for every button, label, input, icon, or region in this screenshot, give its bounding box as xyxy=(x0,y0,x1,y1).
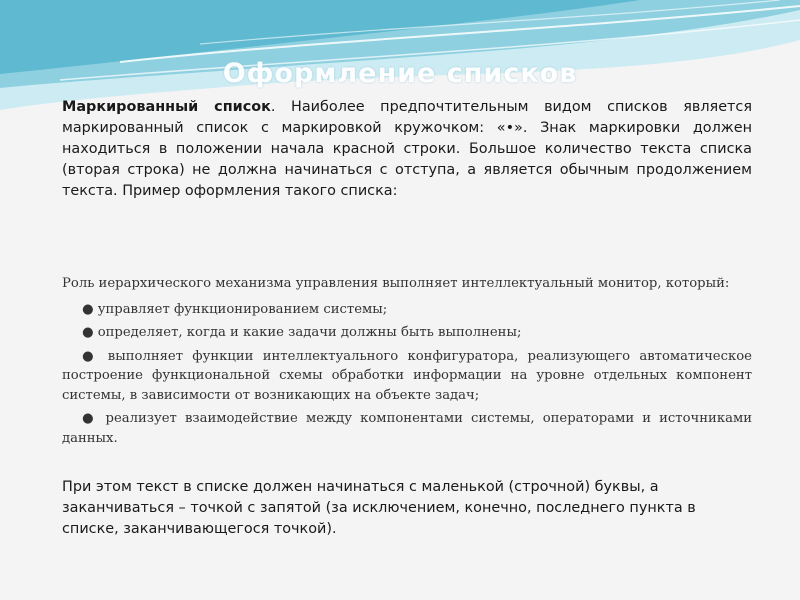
intro-term: Маркированный список xyxy=(62,99,271,115)
intro-paragraph xyxy=(62,97,752,202)
slide-title: Оформление списков xyxy=(222,58,578,89)
example-block xyxy=(62,274,752,452)
example-lead: Роль иерархического механизма управления выполняет интеллектуальный монитор, который: xyxy=(62,276,730,291)
header-wave-decoration xyxy=(0,0,800,110)
outro-paragraph: При этом текст в списке должен начинаться с маленькой (строчной) буквы, а заканчиваться – точкой с запятой (за исключением, конечно, последнего пункта в списке, заканчивающегося точкой). xyxy=(62,479,696,537)
intro-text: . Наиболее предпочтительным видом списков является маркированный список с маркировкой кружочком: «•». Знак маркировки должен находиться в положении начала красной строки. Большое количество текста списка (вторая строка) не должна начинаться с отступа, а является обычным продолжением текста. Пример оформления такого списка: xyxy=(62,99,752,199)
list-item: ● выполняет функции интеллектуального конфигуратора, реализующего автоматическое построение функциональной схемы обработки информации на уровне отдельных компонент системы, в зависимости от возникающих на объекте задач; xyxy=(62,348,752,403)
list-item: ● реализует взаимодействие между компонентами системы, операторами и источниками данных. xyxy=(62,411,752,446)
list-item: ● управляет функционированием системы; xyxy=(82,301,388,317)
list-item: ● определяет, когда и какие задачи должны быть выполнены; xyxy=(82,325,522,340)
